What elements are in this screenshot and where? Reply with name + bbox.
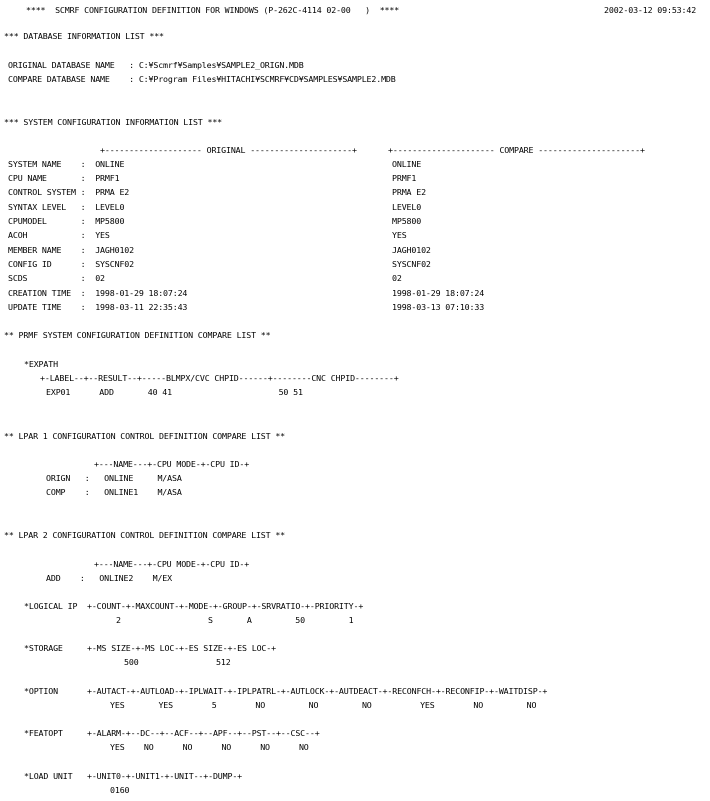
- lpar2-add-row: ADD : ONLINE2 M/EX: [46, 573, 172, 583]
- lpar2-table-header: +---NAME---+-CPU MODE-+-CPU ID-+: [94, 559, 250, 569]
- logical-ip-values: 2 S A 50 1: [116, 615, 354, 625]
- system-row-compare: YES: [392, 230, 407, 240]
- system-row: CREATION TIME : 1998-01-29 18:07:24: [8, 288, 188, 298]
- report-title: **** SCMRF CONFIGURATION DEFINITION FOR WINDOWS (P-262C-4114 02-00 ) ****: [26, 5, 400, 15]
- system-row-compare: ONLINE: [392, 159, 422, 169]
- database-heading: *** DATABASE INFORMATION LIST ***: [4, 31, 164, 41]
- expath-table-header: +-LABEL--+--RESULT--+-----BLMPX/CVC CHPID------+--------CNC CHPID--------+: [40, 373, 399, 383]
- storage-values: 500 512: [124, 657, 231, 667]
- system-row-compare: PRMF1: [392, 173, 417, 183]
- lpar1-orign-row: ORIGN : ONLINE M/ASA: [46, 473, 182, 483]
- compare-column-header: +--------------------- COMPARE ---------------------+: [388, 145, 645, 155]
- system-row: CONTROL SYSTEM : PRMA E2: [8, 187, 130, 197]
- lpar1-heading: ** LPAR 1 CONFIGURATION CONTROL DEFINITION COMPARE LIST **: [4, 431, 286, 441]
- lpar2-heading: ** LPAR 2 CONFIGURATION CONTROL DEFINITION COMPARE LIST **: [4, 530, 286, 540]
- system-row-compare: 1998-01-29 18:07:24: [392, 288, 485, 298]
- system-row-compare: LEVEL0: [392, 202, 422, 212]
- compare-database-line: COMPARE DATABASE NAME : C:¥Program Files¥HITACHI¥SCMRF¥CD¥SAMPLES¥SAMPLE2.MDB: [8, 74, 396, 84]
- lpar1-table-header: +---NAME---+-CPU MODE-+-CPU ID-+: [94, 459, 250, 469]
- load-unit-values: 0160: [110, 785, 130, 795]
- system-row-compare: SYSCNF02: [392, 259, 431, 269]
- system-row: ACOH : YES: [8, 230, 110, 240]
- system-heading: *** SYSTEM CONFIGURATION INFORMATION LIST ***: [4, 117, 223, 127]
- system-row: SYSTEM NAME : ONLINE: [8, 159, 125, 169]
- expath-label: *EXPATH: [24, 359, 58, 369]
- system-row: CPUMODEL : MP5800: [8, 216, 125, 226]
- lpar1-comp-row: COMP : ONLINE1 M/ASA: [46, 487, 182, 497]
- system-row-compare: JAGH0102: [392, 245, 431, 255]
- system-row-compare: MP5800: [392, 216, 422, 226]
- logical-ip-header: *LOGICAL IP +-COUNT-+-MAXCOUNT-+-MODE-+-GROUP-+-SRVRATIO-+-PRIORITY-+: [24, 601, 364, 611]
- system-row: UPDATE TIME : 1998-03-11 22:35:43: [8, 302, 188, 312]
- system-row-compare: PRMA E2: [392, 187, 426, 197]
- prmf-heading: ** PRMF SYSTEM CONFIGURATION DEFINITION COMPARE LIST **: [4, 330, 271, 340]
- original-database-line: ORIGINAL DATABASE NAME : C:¥Scmrf¥Samples¥SAMPLE2_ORIGN.MDB: [8, 60, 304, 70]
- featopt-values: YES NO NO NO NO NO: [110, 742, 309, 752]
- system-row: SCDS : 02: [8, 273, 105, 283]
- expath-row: EXP01 ADD 40 41 50 51: [46, 387, 303, 397]
- system-row: SYNTAX LEVEL : LEVEL0: [8, 202, 125, 212]
- system-row: CPU NAME : PRMF1: [8, 173, 120, 183]
- featopt-header: *FEATOPT +-ALARM-+--DC--+--ACF--+--APF--+--PST--+--CSC--+: [24, 728, 320, 738]
- system-row-compare: 1998-03-13 07:10:33: [392, 302, 485, 312]
- system-row: MEMBER NAME : JAGH0102: [8, 245, 134, 255]
- system-row-compare: 02: [392, 273, 402, 283]
- original-column-header: +-------------------- ORIGINAL ---------------------+: [100, 145, 357, 155]
- report-timestamp: 2002-03-12 09:53:42: [604, 5, 697, 15]
- system-row: CONFIG ID : SYSCNF02: [8, 259, 134, 269]
- load-unit-header: *LOAD UNIT +-UNIT0-+-UNIT1-+-UNIT--+-DUMP-+: [24, 771, 243, 781]
- option-values: YES YES 5 NO NO NO YES NO NO: [110, 700, 537, 710]
- option-header: *OPTION +-AUTACT-+-AUTLOAD-+-IPLWAIT-+-IPLPATRL-+-AUTLOCK-+-AUTDEACT-+-RECONFCH-+-RECONFIP-+-WAITDISP-+: [24, 686, 548, 696]
- storage-header: *STORAGE +-MS SIZE-+-MS LOC-+-ES SIZE-+-ES LOC-+: [24, 643, 276, 653]
